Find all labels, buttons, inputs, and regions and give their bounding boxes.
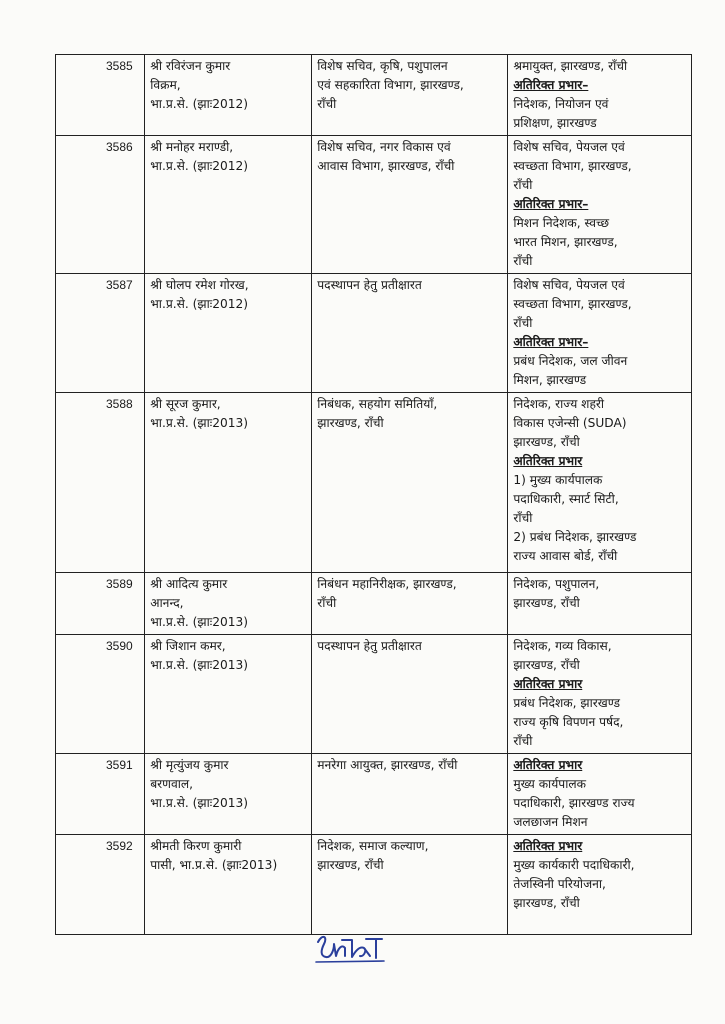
officer-name-line: श्री सूरज कुमार, [150,397,221,411]
current-posting-line: झारखण्ड, राँची [317,416,384,430]
officer-name-line: श्री घोलप रमेश गोरख, [150,278,249,292]
new-posting-line: विशेष सचिव, पेयजल एवं [513,140,625,154]
new-posting-line: विशेष सचिव, पेयजल एवं [513,278,625,292]
current-posting-line: विशेष सचिव, कृषि, पशुपालन [317,59,448,73]
table-row [56,55,692,136]
officer-name-line: भा.प्र.से. (झाः2012) [150,297,248,311]
officer-name-line: आनन्द, [150,596,184,610]
current-posting-cell [312,274,508,393]
additional-charge-line: पदाधिकारी, झारखण्ड राज्य [513,796,635,810]
new-posting-cell [508,136,692,274]
table-row [56,754,692,835]
additional-charge-line: राँची [513,511,533,525]
additional-charge-line: निदेशक, नियोजन एवं [513,97,609,111]
officer-name-cell [145,274,312,393]
serial-number-cell [56,573,145,635]
officer-name-line: बरणवाल, [150,777,194,791]
officer-name-line: विक्रम, [150,78,181,92]
additional-charge-label: अतिरिक्त प्रभार [513,677,583,691]
current-posting-line: आवास विभाग, झारखण्ड, राँची [317,159,455,173]
current-posting-line: निदेशक, समाज कल्याण, [317,839,429,853]
additional-charge-line: प्रबंध निदेशक, जल जीवन [513,354,628,368]
serial-number: 3590 [106,639,133,653]
table-row [56,573,692,635]
additional-charge-line: प्रबंध निदेशक, झारखण्ड [513,696,621,710]
new-posting-line: झारखण्ड, राँची [513,435,580,449]
officer-name-line: भा.प्र.से. (झाः2013) [150,796,248,810]
table-row [56,635,692,754]
table-row [56,274,692,393]
serial-number-cell [56,136,145,274]
new-posting-line: झारखण्ड, राँची [513,596,580,610]
additional-charge-line: मुख्य कार्यकारी पदाधिकारी, [513,858,635,872]
new-posting-line: झारखण्ड, राँची [513,658,580,672]
current-posting-cell [312,573,508,635]
current-posting-line: विशेष सचिव, नगर विकास एवं [317,140,451,154]
officer-name-cell [145,55,312,136]
additional-charge-label: अतिरिक्त प्रभार [513,839,583,853]
officer-name-cell [145,835,312,935]
additional-charge-line: प्रशिक्षण, झारखण्ड [513,116,597,130]
officer-name-line: भा.प्र.से. (झाः2012) [150,97,248,111]
officer-name-cell [145,754,312,835]
new-posting-line: स्वच्छता विभाग, झारखण्ड, [513,297,632,311]
transfer-table [55,54,692,935]
new-posting-line: विकास एजेन्सी (SUDA) [513,416,627,430]
signature [312,930,392,966]
new-posting-line: निदेशक, पशुपालन, [513,577,600,591]
current-posting-cell [312,635,508,754]
additional-charge-line: भारत मिशन, झारखण्ड, [513,235,618,249]
current-posting-line: एवं सहकारिता विभाग, झारखण्ड, [317,78,464,92]
serial-number: 3592 [106,839,133,853]
additional-charge-line: राँची [513,254,533,268]
officer-name-line: भा.प्र.से. (झाः2013) [150,416,248,430]
officer-name-line: पासी, भा.प्र.से. (झाः2013) [150,858,278,872]
new-posting-line: निदेशक, राज्य शहरी [513,397,605,411]
current-posting-cell [312,393,508,573]
new-posting-line: स्वच्छता विभाग, झारखण्ड, [513,159,632,173]
table-row [56,393,692,573]
additional-charge-label: अतिरिक्त प्रभार [513,454,583,468]
serial-number-cell [56,754,145,835]
additional-charge-line: 2) प्रबंध निदेशक, झारखण्ड [513,530,637,544]
current-posting-line: निबंधन महानिरीक्षक, झारखण्ड, [317,577,457,591]
additional-charge-label: अतिरिक्त प्रभार– [513,335,589,349]
current-posting-line: राँची [317,596,337,610]
additional-charge-line: मिशन निदेशक, स्वच्छ [513,216,610,230]
new-posting-cell [508,393,692,573]
additional-charge-label: अतिरिक्त प्रभार– [513,78,589,92]
current-posting-line: झारखण्ड, राँची [317,858,384,872]
additional-charge-line: राज्य कृषि विपणन पर्षद, [513,715,624,729]
additional-charge-line: तेजस्विनी परियोजना, [513,877,606,891]
new-posting-cell [508,274,692,393]
current-posting-cell [312,754,508,835]
serial-number: 3586 [106,140,133,154]
officer-name-line: श्री मृत्युंजय कुमार [150,758,229,772]
new-posting-cell [508,573,692,635]
current-posting-cell [312,55,508,136]
current-posting-line: निबंधक, सहयोग समितियाँ, [317,397,438,411]
current-posting-line: पदस्थापन हेतु प्रतीक्षारत [317,639,422,653]
officer-name-line: श्री मनोहर मराण्डी, [150,140,234,154]
officer-name-line: श्री आदित्य कुमार [150,577,228,591]
serial-number: 3587 [106,278,133,292]
serial-number-cell [56,393,145,573]
serial-number-cell [56,835,145,935]
current-posting-line: राँची [317,97,337,111]
additional-charge-line: राज्य आवास बोर्ड, राँची [513,549,618,563]
new-posting-line: श्रमायुक्त, झारखण्ड, राँची [513,59,628,73]
serial-number-cell [56,55,145,136]
new-posting-cell [508,635,692,754]
additional-charge-line: राँची [513,734,533,748]
additional-charge-label: अतिरिक्त प्रभार [513,758,583,772]
additional-charge-line: 1) मुख्य कार्यपालक [513,473,603,487]
serial-number-cell [56,274,145,393]
additional-charge-line: झारखण्ड, राँची [513,896,580,910]
officer-name-line: भा.प्र.से. (झाः2013) [150,615,248,629]
new-posting-cell [508,754,692,835]
serial-number: 3588 [106,397,133,411]
officer-name-cell [145,573,312,635]
current-posting-cell [312,835,508,935]
officer-name-line: भा.प्र.से. (झाः2012) [150,159,248,173]
officer-name-cell [145,136,312,274]
table-row [56,136,692,274]
serial-number-cell [56,635,145,754]
officer-name-cell [145,393,312,573]
current-posting-cell [312,136,508,274]
new-posting-cell [508,55,692,136]
officer-name-line: श्रीमती किरण कुमारी [150,839,242,853]
new-posting-line: राँची [513,316,533,330]
new-posting-cell [508,835,692,935]
serial-number: 3591 [106,758,133,772]
additional-charge-line: जलछाजन मिशन [513,815,588,829]
officer-name-line: श्री जिशान कमर, [150,639,226,653]
additional-charge-label: अतिरिक्त प्रभार– [513,197,589,211]
additional-charge-line: मिशन, झारखण्ड [513,373,587,387]
additional-charge-line: पदाधिकारी, स्मार्ट सिटी, [513,492,619,506]
transfer-table-body [56,55,692,935]
table-row [56,835,692,935]
current-posting-line: मनरेगा आयुक्त, झारखण्ड, राँची [317,758,458,772]
serial-number: 3585 [106,59,133,73]
new-posting-line: राँची [513,178,533,192]
additional-charge-line: मुख्य कार्यपालक [513,777,586,791]
new-posting-line: निदेशक, गव्य विकास, [513,639,612,653]
current-posting-line: पदस्थापन हेतु प्रतीक्षारत [317,278,422,292]
officer-name-line: भा.प्र.से. (झाः2013) [150,658,248,672]
officer-name-line: श्री रविरंजन कुमार [150,59,231,73]
serial-number: 3589 [106,577,133,591]
officer-name-cell [145,635,312,754]
